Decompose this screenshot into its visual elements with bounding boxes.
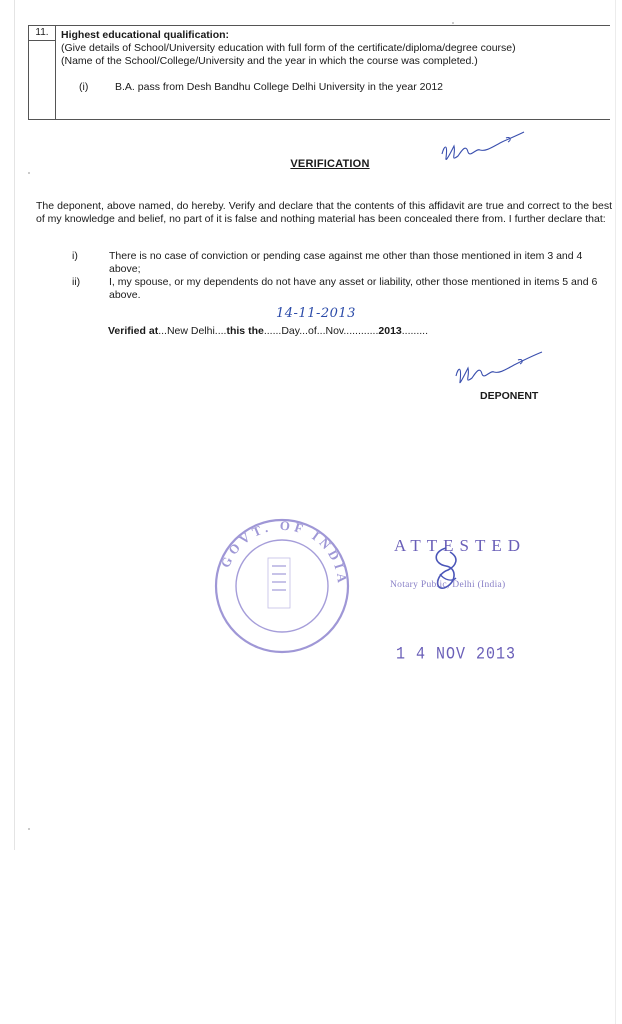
item-entry-number: (i) [79, 81, 89, 93]
item-entry [79, 81, 443, 93]
item-number-column [29, 26, 56, 119]
deponent-label: DEPONENT [480, 390, 539, 402]
page-right-edge [615, 0, 616, 1024]
item-heading: Highest educational qualification: [61, 29, 230, 41]
declaration-item-text: There is no case of conviction or pending case against me other than those mentioned in item 3 and 4 above; [109, 250, 583, 275]
declaration-list [72, 250, 602, 302]
item-instruction-2: (Name of the School/College/University and the year in which the course was completed.) [61, 55, 478, 67]
item-entry-text: B.A. pass from Desh Bandhu College Delhi University in the year 2012 [115, 81, 444, 93]
declaration-item-text: I, my spouse, or my dependents do not have any asset or liability, other those mentioned in items 5 and 6 above. [109, 276, 598, 301]
declaration-item-number: i) [72, 250, 78, 262]
declaration-item [72, 250, 602, 275]
attested-text: ATTESTED [394, 536, 527, 555]
verified-day: ......Day...of...Nov............ [263, 325, 379, 337]
verified-place: ...New Delhi.... [158, 325, 227, 337]
verified-trailing: ......... [401, 325, 429, 337]
verification-title: VERIFICATION [290, 158, 370, 170]
scan-speck [28, 172, 30, 174]
notary-line: Notary Public, Delhi (India) [390, 580, 506, 590]
declaration-item [72, 276, 602, 301]
qualification-table [28, 25, 610, 120]
stamp-date: 1 4 NOV 2013 [396, 644, 517, 665]
verified-line [108, 325, 428, 337]
scan-speck [452, 22, 454, 24]
scan-speck [28, 828, 30, 830]
item-number: 11. [29, 26, 55, 41]
declaration-item-number: ii) [72, 276, 81, 288]
handwritten-date: 14-11-2013 [276, 306, 356, 321]
item-instruction-1: (Give details of School/University education with full form of the certificate/diploma/degree course) [61, 42, 516, 54]
verified-year: 2013 [378, 325, 402, 337]
seal-text: GOVT. OF INDIA [217, 517, 351, 588]
page-left-edge [14, 0, 15, 850]
this-the-label: this the [226, 325, 264, 337]
declaration-text: The deponent, above named, do hereby. Verify and declare that the contents of this affidavit are true and correct to the best of my knowledge and belief, no part of it is false and nothing material has been concealed there from. I further declare that: [36, 200, 612, 225]
verified-at-label: Verified at [108, 325, 159, 337]
attested-stamp [390, 530, 550, 670]
government-seal [212, 516, 352, 656]
signature-deponent [450, 348, 546, 390]
item-body [61, 29, 606, 68]
